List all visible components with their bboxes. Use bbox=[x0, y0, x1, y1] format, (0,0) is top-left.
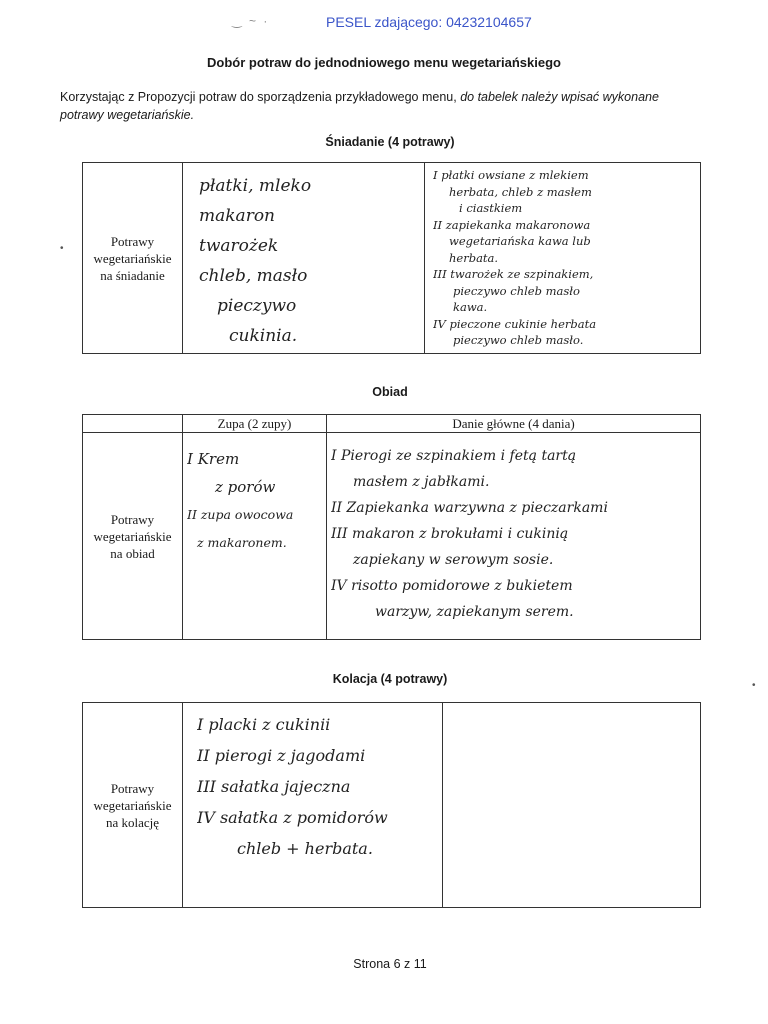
handwritten-line: cukinia. bbox=[229, 326, 298, 346]
page-footer: Strona 6 z 11 bbox=[353, 957, 427, 971]
handwritten-line: IV risotto pomidorowe z bukietem bbox=[331, 578, 573, 594]
handwritten-line: I Krem bbox=[187, 450, 240, 468]
obiad-danie-cell bbox=[327, 433, 701, 640]
handwritten-line: masłem z jabłkami. bbox=[353, 474, 490, 490]
handwritten-line: kawa. bbox=[453, 300, 488, 314]
handwritten-line: herbata. bbox=[449, 250, 499, 265]
label-line: Potrawy bbox=[110, 511, 155, 527]
scanner-mark: ‿ ~ · bbox=[232, 14, 270, 28]
label-line: Potrawy bbox=[110, 233, 155, 249]
handwritten-line: I Pierogi ze szpinakiem i fetą tartą bbox=[331, 448, 577, 464]
handwritten-line: pieczywo chleb masło bbox=[453, 283, 580, 298]
obiad-table bbox=[82, 414, 701, 640]
page-title: Dobór potraw do jednodniowego menu wegetariańskiego bbox=[207, 55, 561, 70]
handwritten-line: II zapiekanka makaronowa bbox=[433, 217, 591, 232]
handwritten-line: II Zapiekanka warzywna z pieczarkami bbox=[331, 500, 608, 516]
instruction-italic-2: potrawy wegetariańskie. bbox=[60, 108, 195, 122]
handwritten-line: I placki z cukinii bbox=[197, 715, 331, 734]
handwritten-line: pieczywo bbox=[217, 296, 297, 316]
sniadanie-row-label bbox=[83, 163, 183, 354]
instruction-text bbox=[60, 88, 730, 124]
label-line: Potrawy bbox=[110, 780, 155, 796]
handwritten-line: z porów bbox=[215, 478, 276, 496]
sniadanie-heading: Śniadanie (4 potrawy) bbox=[325, 135, 455, 149]
handwritten-line: wegetariańska kawa lub bbox=[449, 234, 591, 248]
handwritten-line: płatki, mleko bbox=[199, 176, 312, 196]
kolacja-dishes-cell bbox=[183, 703, 443, 908]
handwritten-line: makaron bbox=[199, 206, 276, 226]
handwritten-line: III sałatka jajeczna bbox=[197, 777, 351, 796]
obiad-row-label bbox=[83, 433, 183, 640]
sniadanie-table bbox=[82, 162, 701, 354]
pesel-header: PESEL zdającego: 04232104657 bbox=[326, 14, 532, 30]
handwritten-line: herbata, chleb z masłem bbox=[449, 184, 592, 199]
handwritten-line: zapiekany w serowym sosie. bbox=[353, 552, 554, 568]
kolacja-heading: Kolacja (4 potrawy) bbox=[332, 672, 448, 686]
label-line: wegetariańskie bbox=[93, 250, 172, 266]
handwritten-line: II zupa owocowa bbox=[187, 507, 294, 522]
kolacja-table bbox=[82, 702, 701, 908]
handwritten-line: warzyw, zapiekanym serem. bbox=[375, 604, 574, 620]
sniadanie-ingredients-cell bbox=[183, 163, 425, 354]
obiad-zupa-cell bbox=[183, 433, 327, 640]
handwritten-line: I płatki owsiane z mlekiem bbox=[433, 168, 589, 182]
handwritten-line: z makaronem. bbox=[197, 535, 287, 550]
instruction-normal: Korzystając z Propozycji potraw do sporządzenia przykładowego menu, bbox=[60, 90, 461, 104]
label-line: na obiad bbox=[110, 545, 155, 561]
kolacja-empty-cell bbox=[443, 703, 701, 908]
handwritten-line: chleb, masło bbox=[199, 266, 308, 286]
handwritten-line: twarożek bbox=[199, 236, 279, 256]
instruction-italic-1: do tabelek należy wpisać wykonane bbox=[460, 90, 659, 104]
label-line: na kolację bbox=[105, 814, 160, 830]
obiad-col-zupa: Zupa (2 zupy) bbox=[183, 415, 327, 433]
margin-dot: • bbox=[752, 680, 756, 691]
obiad-heading: Obiad bbox=[372, 385, 408, 399]
handwritten-line: i ciastkiem bbox=[459, 201, 523, 215]
label-line: wegetariańskie bbox=[93, 797, 172, 813]
handwritten-line: IV sałatka z pomidorów bbox=[197, 808, 388, 827]
obiad-corner-cell bbox=[83, 415, 183, 433]
handwritten-line: pieczywo chleb masło. bbox=[453, 333, 584, 347]
label-line: wegetariańskie bbox=[93, 528, 172, 544]
label-line: na śniadanie bbox=[100, 267, 165, 283]
sniadanie-dishes-cell bbox=[425, 163, 701, 354]
kolacja-row-label bbox=[83, 703, 183, 908]
handwritten-line: IV pieczone cukinie herbata bbox=[433, 316, 597, 331]
obiad-col-danie: Danie główne (4 dania) bbox=[327, 415, 701, 433]
margin-dot: • bbox=[60, 243, 64, 254]
handwritten-line: III twarożek ze szpinakiem, bbox=[433, 267, 594, 281]
handwritten-line: chleb + herbata. bbox=[237, 839, 373, 858]
handwritten-line: II pierogi z jagodami bbox=[197, 746, 366, 765]
handwritten-line: III makaron z brokułami i cukinią bbox=[331, 526, 569, 542]
